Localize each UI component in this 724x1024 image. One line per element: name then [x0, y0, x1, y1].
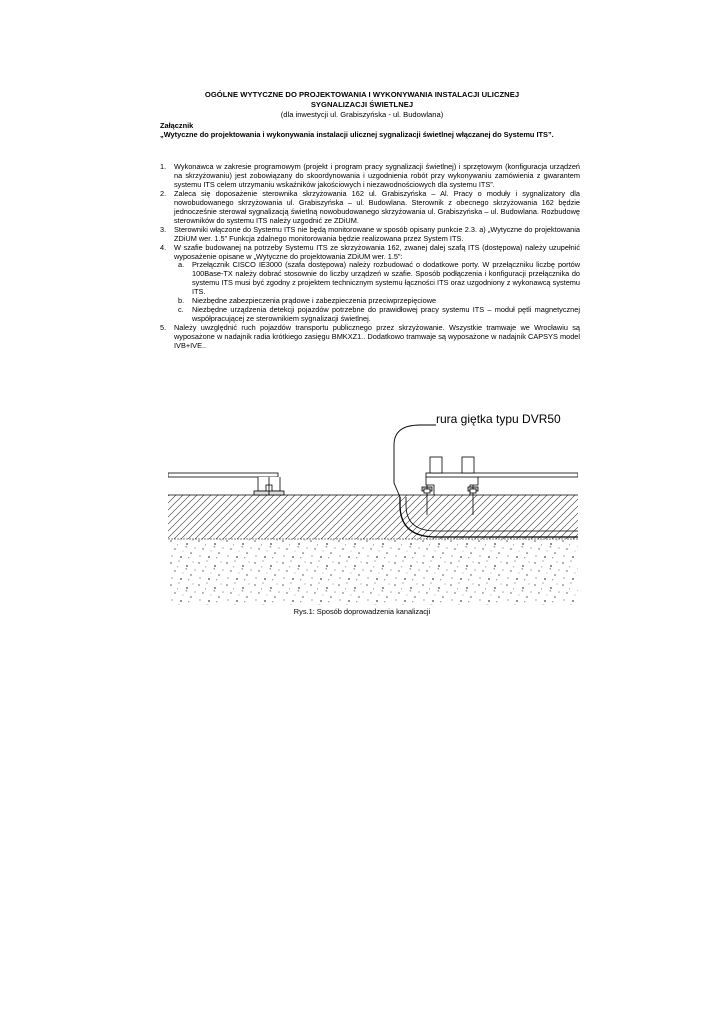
- list-item: [160, 244, 580, 262]
- requirements-list: [160, 163, 580, 351]
- list-item-number: 1.: [160, 162, 167, 171]
- sub-list-item-text: Przełącznik CISCO IE3000 (szafa dostępowa) należy rozbudować o dodatkowe porty. W przełączniku liczbę portów 100Base-TX należy dobrać stosownie do liczby urządzeń w szafie. Sposób podłączenia i konfiguracji przełącznika do systemu ITS musi być zgodny z projektem technicznym systemu łączności ITS oraz uzgodniony z wykonawcą systemu ITS.: [192, 260, 580, 297]
- sub-list-item: [160, 261, 580, 297]
- cable-duct-drawing: [168, 405, 578, 610]
- list-item-text: Sterowniki włączone do Systemu ITS nie będą monitorowane w sposób opisany punkcie 2.3. a) „Wytyczne do projektowania ZDiUM wer. 1.5” Funkcja zdalnego monitorowania będzie realizowana przez System ITS.: [174, 224, 580, 243]
- title-line-2: SYGNALIZACJI ŚWIETLNEJ: [310, 99, 414, 109]
- list-item-text: Należy uwzględnić ruch pojazdów transportu publicznego przez skrzyżowanie. Wszystkie tramwaje we Wrocławiu są wyposażone w nadajnik radia krótkiego zasięgu BMKXZ1.. Dodatkowo tramwaje są wyposażone w nadajnik CAPSYS model IVB+IVE..: [174, 323, 580, 351]
- sub-list-item-letter: c.: [178, 305, 184, 315]
- sub-list-item-letter: b.: [178, 296, 185, 306]
- list-item-number: 3.: [160, 224, 167, 234]
- ground-layers: [168, 495, 578, 605]
- left-cabinet-base: [168, 473, 284, 495]
- page-subtitle: (dla inwestycji ul. Grabiszyńska - ul. Budowlana): [280, 110, 444, 119]
- list-item: [160, 163, 580, 190]
- page-title: [150, 90, 574, 109]
- sub-list-item-text: Niezbędne zabezpieczenia prądowe i zabezpieczenia przeciwprzepięciowe: [192, 296, 437, 306]
- list-item: [160, 190, 580, 226]
- list-item-number: 2.: [160, 188, 167, 198]
- annex-title: „Wytyczne do projektowania i wykonywania instalacji ulicznej sygnalizacji świetlnej włączanej do Systemu ITS”.: [160, 130, 554, 140]
- list-item: [160, 324, 580, 351]
- pipe-label: rura giętka typu DVR50: [436, 412, 561, 426]
- list-item-number: 4.: [160, 242, 167, 252]
- list-item-number: 5.: [160, 323, 167, 333]
- annex-heading: [160, 121, 580, 140]
- sub-list-item-text: Niezbędne urządzenia detekcji pojazdów potrzebne do prawidłowej pracy systemu ITS – moduł pętli magnetycznej współpracującej ze sterownikiem sygnalizacji świetlnej.: [192, 305, 580, 324]
- list-item-text: Zaleca się doposażenie sterownika skrzyżowania 162 ul. Grabiszyńska – Al. Pracy o moduły i sygnalizatory dla nowobudowanego skrzyżowania ul. Grabiszyńska – ul. Budowlana. Sterownik z obecnego skrzyżowania 162 będzie jednocześnie sterował sygnalizacją świetlną nowobudowanego skrzyżowania ul. Grabiszyńska – ul. Budowlana. Rozbudowę sterowników do systemu ITS należy uzgodnić ze ZDiUM.: [174, 188, 580, 225]
- sub-list-item: [160, 306, 580, 324]
- list-item: [160, 226, 580, 244]
- list-item-text: W szafie budowanej na potrzeby Systemu ITS ze skrzyżowania 162, zwanej dalej szafą ITS (dostępowa) należy uzupełnić wyposażenie opisane w „Wytyczne do projektowania ZDiUM wer. 1.5”:: [174, 242, 580, 261]
- list-item-text: Wykonawca w zakresie programowym (projekt i program pracy sygnalizacji świetlnej) i sprzętowym (konfiguracja urządzeń na skrzyżowaniu) jest zobowiązany do skoordynowania i uzgodnienia robót przy wykonywaniu zamówienia z gwarantem systemu ITS celem utrzymaniu wskaźników jakościowych i niezawodnościowych dla systemu ITS”.: [174, 162, 580, 189]
- title-line-1: OGÓLNE WYTYCZNE DO PROJEKTOWANIA I WYKONYWANIA INSTALACJI ULICZNEJ: [204, 90, 520, 99]
- annex-label: Załącznik: [160, 121, 194, 130]
- sub-list-item-letter: a.: [178, 260, 185, 270]
- figure-caption: Rys.1: Sposób doprowadzenia kanalizacji: [293, 607, 431, 616]
